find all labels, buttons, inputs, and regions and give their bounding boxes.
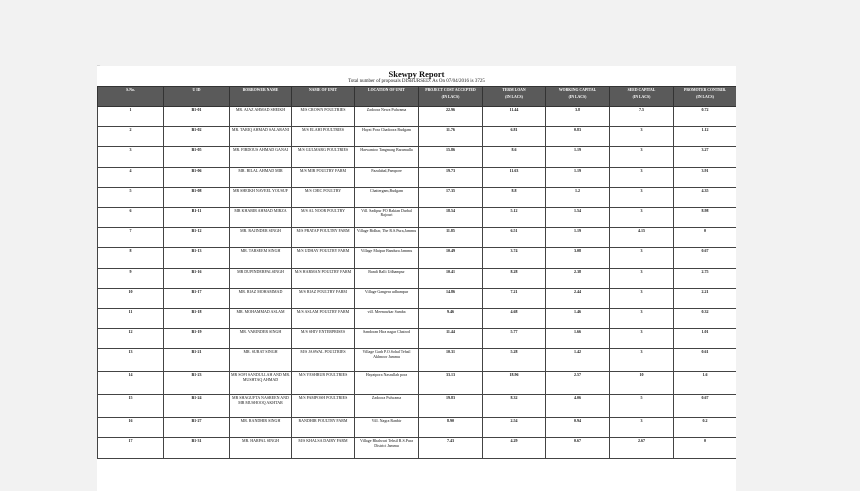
working-capital-cell: 1.42 [546,349,610,372]
column-header-unit: (IN LACS) [505,95,523,100]
promoter-contrib-cell: 0.32 [674,308,737,328]
uid-cell: B1-05 [164,147,230,167]
table-row [98,107,737,127]
term-loan-cell: 11.63 [483,167,546,187]
column-header-unit: (IN LACS) [441,95,460,100]
serial-cell: 6 [98,207,164,227]
project-cost-cell: 11.76 [419,127,483,147]
term-loan-cell: 4.68 [483,308,546,328]
uid-cell: B1-24 [164,395,230,418]
unit-name-cell: M/S PAMPOSH POULTRIES [292,395,355,418]
column-header-label: LOCATION OF UNIT [368,88,405,92]
uid-cell: B1-12 [164,228,230,248]
table-row [98,248,737,268]
borrower-cell: MR SHAGUFTA NASREEN AND MR MUSHOOQ AKHTAR [230,395,292,418]
borrower-cell: MR. HARPAL SINGH [230,438,292,458]
location-cell: Village Bhalwari Tehsil R.S.Pura District Jammu [355,438,419,458]
project-cost-cell: 11.44 [419,329,483,349]
serial-cell: 12 [98,329,164,349]
serial-cell: 9 [98,268,164,288]
table-row [98,395,737,418]
working-capital-cell: 2.44 [546,288,610,308]
uid-cell: B1-01 [164,107,230,127]
uid-cell: B1-19 [164,329,230,349]
borrower-cell: MR. TARSEEM SINGH [230,248,292,268]
column-header-label: WORKING CAPITAL [558,88,597,92]
location-cell: Village Bidhar, The R.S.Pura,Jammu [355,228,419,248]
seed-capital-cell: 3 [610,349,674,372]
column-header-label: BORROWER NAME [242,88,279,92]
promoter-contrib-cell: 8.98 [674,207,737,227]
borrower-cell: MR. FIRDOUS AHMAD GANAI [230,147,292,167]
location-cell: Harwantoo Tangmarg Baramulla [355,147,419,167]
uid-cell: B1-11 [164,207,230,227]
table-row [98,349,737,372]
table-row [98,329,737,349]
location-cell: vill. Meenawkar Samba [355,308,419,328]
seed-capital-cell: 3 [610,268,674,288]
serial-cell: 5 [98,187,164,207]
project-cost-cell: 22.96 [419,107,483,127]
project-cost-cell: 19.73 [419,167,483,187]
project-cost-cell: 18.54 [419,207,483,227]
borrower-cell: MR. VARINDER SINGH [230,329,292,349]
term-loan-cell: 8.28 [483,268,546,288]
location-cell: Hayat Pora Chadoora Budgam [355,127,419,147]
seed-capital-cell: 4.15 [610,228,674,248]
unit-name-cell: M/S CHIC POULTRY [292,187,355,207]
serial-cell: 14 [98,372,164,395]
unit-name-cell: M/S JASWAL POULTRIES [292,349,355,372]
location-cell: Vill. Nagra Ranbir [355,418,419,438]
unit-name-cell: M/S ASLAM POULTRY FARM [292,308,355,328]
borrower-cell: MR. AJAZ AHMAD SHEIKH [230,107,292,127]
working-capital-cell: 1.19 [546,228,610,248]
seed-capital-cell: 3 [610,147,674,167]
seed-capital-cell: 3 [610,248,674,268]
uid-cell: B1-27 [164,418,230,438]
serial-cell: 17 [98,438,164,458]
column-header [674,87,737,107]
project-cost-cell: 10.41 [419,268,483,288]
project-cost-cell: 7.43 [419,438,483,458]
term-loan-cell: 18.96 [483,372,546,395]
column-header-label: NAME OF UNIT [308,88,338,92]
column-header [610,87,674,107]
term-loan-cell: 3.74 [483,248,546,268]
table-row [98,372,737,395]
project-cost-cell: 33.13 [419,372,483,395]
seed-capital-cell: 3 [610,207,674,227]
column-header [164,87,230,107]
project-cost-cell: 14.86 [419,288,483,308]
column-header-unit: (IN LACS) [632,95,651,100]
table-row [98,308,737,328]
project-cost-cell: 15.86 [419,147,483,167]
column-header [546,87,610,107]
report-table [97,86,736,459]
location-cell: Village Garh P.O.Sohal Tehsil Akhnoor Jammu [355,349,419,372]
unit-name-cell: M/S UDHAY POULTRY FARM [292,248,355,268]
working-capital-cell: 2.57 [546,372,610,395]
serial-cell: 13 [98,349,164,372]
borrower-cell: MR. BILAL AHMAD MIR [230,167,292,187]
working-capital-cell: 1.2 [546,187,610,207]
table-row [98,288,737,308]
seed-capital-cell: 7.5 [610,107,674,127]
location-cell: Zadoora Pulwama [355,395,419,418]
borrower-cell: MR. RIAZ MOHAMMAD [230,288,292,308]
unit-name-cell: M/S YESHRUB POULTRIES [292,372,355,395]
seed-capital-cell: 3 [610,418,674,438]
term-loan-cell: 8.32 [483,395,546,418]
serial-cell: 3 [98,147,164,167]
column-header-label: U ID [192,88,201,92]
promoter-contrib-cell: 0 [674,228,737,248]
project-cost-cell: 10.49 [419,248,483,268]
working-capital-cell: 3.8 [546,107,610,127]
project-cost-cell: 8.90 [419,418,483,438]
uid-cell: B1-21 [164,349,230,372]
unit-name-cell: M/S ELAHI POULTRIES [292,127,355,147]
unit-name-cell: RANDHIR POULTRY FARM [292,418,355,438]
location-cell: Village Gangera udhampur [355,288,419,308]
working-capital-cell: 1.19 [546,167,610,187]
report-subtitle: Total number of proposals DISBURSED: As On 07/04/2016 is 3725 [348,79,485,84]
seed-capital-cell: 10 [610,372,674,395]
promoter-contrib-cell: 3.27 [674,147,737,167]
promoter-contrib-cell: 1.01 [674,329,737,349]
working-capital-cell: 0.67 [546,438,610,458]
term-loan-cell: 7.21 [483,288,546,308]
uid-cell: B1-16 [164,268,230,288]
borrower-cell: MR SHEIKH NAVEEL YOUSUF [230,187,292,207]
unit-name-cell: M/S GULMARG POULTRIES [292,147,355,167]
unit-name-cell: M/S RIAZ POULTRY FARM [292,288,355,308]
promoter-contrib-cell: 4.35 [674,187,737,207]
borrower-cell: MR. RANDHIR SINGH [230,418,292,438]
table-row [98,167,737,187]
table-row [98,147,737,167]
unit-name-cell: M/S PRATAP POULTRY FARM [292,228,355,248]
location-cell: Zadoora Newa Pulwama [355,107,419,127]
working-capital-cell: 1.66 [546,329,610,349]
unit-name-cell: M/S SHIV ENTERPRISES [292,329,355,349]
seed-capital-cell: 3 [610,308,674,328]
column-header-unit: (IN LACS) [696,95,714,100]
table-row [98,438,737,458]
borrower-cell: MR. TARIQ AHMAD SALARANI [230,127,292,147]
promoter-contrib-cell: 1.6 [674,372,737,395]
serial-cell: 8 [98,248,164,268]
project-cost-cell: 9.46 [419,308,483,328]
uid-cell: B1-18 [164,308,230,328]
promoter-contrib-cell: 0.67 [674,248,737,268]
working-capital-cell: 0.83 [546,127,610,147]
column-header [483,87,546,107]
working-capital-cell: 3.08 [546,248,610,268]
unit-name-cell: M/S HARMAN POULTRY FARM [292,268,355,288]
term-loan-cell: 8.8 [483,187,546,207]
borrower-cell: MR. MOHAMMAD ASLAM [230,308,292,328]
column-header [98,87,164,107]
uid-cell: B1-08 [164,187,230,207]
working-capital-cell: 2.38 [546,268,610,288]
seed-capital-cell: 3 [610,187,674,207]
term-loan-cell: 8.6 [483,147,546,167]
column-header-label: PROJECT COST ACCEPTED [425,88,476,92]
project-cost-cell: 10.31 [419,349,483,372]
location-cell: Village Maipur Bandura Jammu [355,248,419,268]
unit-name-cell: M/S AL NOOR POULTRY [292,207,355,227]
term-loan-cell: 5.12 [483,207,546,227]
seed-capital-cell: 3 [610,329,674,349]
working-capital-cell: 1.19 [546,147,610,167]
uid-cell: B1-06 [164,167,230,187]
serial-cell: 4 [98,167,164,187]
location-cell: Vill. Sadipur PO Bakian Darbal Rajouri [355,207,419,227]
seed-capital-cell: 3 [610,167,674,187]
term-loan-cell: 6.51 [483,228,546,248]
table-row [98,228,737,248]
borrower-cell: MR SOFI SANDULLAH AND MR. MUSHTAQ AHMAD [230,372,292,395]
project-cost-cell: 19.83 [419,395,483,418]
uid-cell: B1-17 [164,288,230,308]
seed-capital-cell: 3 [610,127,674,147]
table-header-row [98,87,737,107]
uid-cell: B1-31 [164,438,230,458]
serial-cell: 7 [98,228,164,248]
location-cell: Bandi Ralli Udhampur [355,268,419,288]
project-cost-cell: 11.85 [419,228,483,248]
borrower-cell: MR. RAJINDER SINGH [230,228,292,248]
term-loan-cell: 2.54 [483,418,546,438]
report-sheet [97,66,736,491]
location-cell: Chattergam,Budgam [355,187,419,207]
column-header-label: SEED CAPITAL [627,88,656,92]
serial-cell: 11 [98,308,164,328]
uid-cell: B1-02 [164,127,230,147]
promoter-contrib-cell: 3.91 [674,167,737,187]
borrower-cell: MR. SURAT SINGH [230,349,292,372]
term-loan-cell: 11.44 [483,107,546,127]
term-loan-cell: 6.81 [483,127,546,147]
unit-name-cell: M/S CROWN POULTRIES [292,107,355,127]
seed-capital-cell: 5 [610,395,674,418]
unit-name-cell: M/S MIR POULTRY FARM [292,167,355,187]
seed-capital-cell: 3 [610,288,674,308]
column-header-unit: (IN LACS) [568,95,587,100]
promoter-contrib-cell: 0.2 [674,418,737,438]
table-body [98,107,737,459]
report-title: Skewpy Report [388,69,445,79]
term-loan-cell: 5.77 [483,329,546,349]
table-row [98,127,737,147]
table-row [98,207,737,227]
promoter-contrib-cell: 0.72 [674,107,737,127]
promoter-contrib-cell: 0 [674,438,737,458]
promoter-contrib-cell: 2.75 [674,268,737,288]
working-capital-cell: 1.46 [546,308,610,328]
borrower-cell: MR DUPINDERPALSINGH [230,268,292,288]
column-header-label: TERM LOAN [502,88,526,92]
location-cell: Pazalabal,Pampore [355,167,419,187]
table-row [98,268,737,288]
promoter-contrib-cell: 1.12 [674,127,737,147]
serial-cell: 16 [98,418,164,438]
term-loan-cell: 4.29 [483,438,546,458]
uid-cell: B1-13 [164,248,230,268]
promoter-contrib-cell: 2.21 [674,288,737,308]
location-cell: Hayatpora Nasrullah pora [355,372,419,395]
seed-capital-cell: 2.67 [610,438,674,458]
term-loan-cell: 5.28 [483,349,546,372]
borrower-cell: MR KHABIR AHMAD MIRZA [230,207,292,227]
column-header-label: PROMOTER CONTRIB. [684,88,726,92]
uid-cell: B1-23 [164,372,230,395]
table-row [98,187,737,207]
serial-cell: 1 [98,107,164,127]
column-header-label: S.No. [126,88,135,92]
column-header [292,87,355,107]
column-header [230,87,292,107]
column-header [419,87,483,107]
working-capital-cell: 4.06 [546,395,610,418]
working-capital-cell: 1.54 [546,207,610,227]
column-header [355,87,419,107]
serial-cell: 2 [98,127,164,147]
unit-name-cell: M/S KHALSA DAIRY FARM [292,438,355,458]
serial-cell: 10 [98,288,164,308]
promoter-contrib-cell: 0.67 [674,395,737,418]
working-capital-cell: 0.94 [546,418,610,438]
table-row [98,418,737,438]
serial-cell: 15 [98,395,164,418]
project-cost-cell: 17.35 [419,187,483,207]
promoter-contrib-cell: 0.61 [674,349,737,372]
location-cell: Sandoran Hira nagar Chatrod [355,329,419,349]
